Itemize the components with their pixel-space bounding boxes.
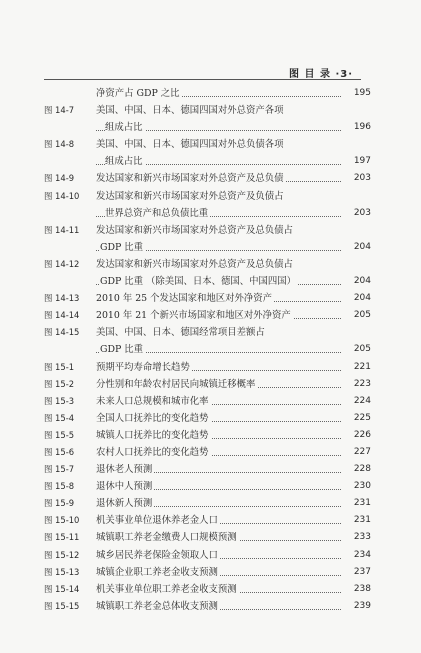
figure-title: 分性别和年龄农村居民向城镇迁移概率 xyxy=(96,378,256,390)
page-number: 228 xyxy=(353,464,371,475)
figure-title: 发达国家和新兴市场国家对外总资产及总负债 xyxy=(96,173,284,185)
toc-row xyxy=(44,529,371,546)
toc-row xyxy=(44,119,371,136)
page-number: 203 xyxy=(353,207,371,218)
toc-row xyxy=(44,359,371,376)
figure-number: 图 15-5 xyxy=(44,429,75,440)
figure-number: 图 15-12 xyxy=(44,549,80,560)
toc-row xyxy=(44,85,371,102)
toc-row xyxy=(44,581,371,598)
toc-row xyxy=(44,188,371,205)
figure-number: 图 15-10 xyxy=(44,515,80,526)
figure-title: 美国、中国、日本、德国经常项目差额占 xyxy=(96,327,265,339)
figure-title: 世界总资产和总负债比重 xyxy=(105,207,209,219)
page-number: 223 xyxy=(353,378,371,389)
figure-number: 图 15-7 xyxy=(44,464,75,475)
page-number: 230 xyxy=(353,481,371,492)
figure-number: 图 14-7 xyxy=(44,105,75,116)
figure-title: 退休新人预测 xyxy=(96,498,153,510)
figure-title: 组成占比 xyxy=(105,122,143,134)
page-number: 205 xyxy=(353,310,371,321)
toc-row xyxy=(44,427,371,444)
toc-row xyxy=(44,273,371,290)
toc-row xyxy=(44,564,371,581)
page-number: 231 xyxy=(353,498,371,509)
page-header: 图 目 录 ·3· xyxy=(289,69,353,80)
figure-title: 城镇人口抚养比的变化趋势 xyxy=(96,429,209,441)
figure-title: 全国人口抚养比的变化趋势 xyxy=(96,412,209,424)
figure-number: 图 15-13 xyxy=(44,566,80,577)
toc-row xyxy=(44,444,371,461)
figure-title: 未来人口总规模和城市化率 xyxy=(96,395,209,407)
figure-number: 图 15-6 xyxy=(44,446,75,457)
figure-number: 图 15-9 xyxy=(44,498,75,509)
page-number: 204 xyxy=(353,241,371,252)
figure-title: 机关事业单位职工养老金收支预测 xyxy=(96,583,237,595)
toc-row xyxy=(44,256,371,273)
figure-title: 发达国家和新兴市场国家对外总资产及总负债占 xyxy=(96,258,293,270)
figure-number: 图 15-11 xyxy=(44,532,80,543)
figure-number: 图 14-14 xyxy=(44,310,80,321)
figure-number: 图 14-10 xyxy=(44,190,80,201)
page-number: 204 xyxy=(353,276,371,287)
toc-row xyxy=(44,239,371,256)
toc-row xyxy=(44,461,371,478)
figure-title: 农村人口抚养比的变化趋势 xyxy=(96,446,209,458)
page-number: 231 xyxy=(353,515,371,526)
page-number: 227 xyxy=(353,446,371,457)
page-number: 195 xyxy=(353,88,371,98)
figure-number: 图 14-8 xyxy=(44,139,75,150)
figure-title: 预期平均寿命增长趋势 xyxy=(96,361,190,373)
figure-number: 图 14-13 xyxy=(44,293,80,304)
toc-row xyxy=(44,478,371,495)
figure-title: 组成占比 xyxy=(105,156,143,168)
figure-title: 发达国家和新兴市场国家对外总资产及总负债占 xyxy=(96,224,293,236)
figure-title: 城乡居民养老保险金领取人口 xyxy=(96,549,218,561)
figure-number: 图 15-2 xyxy=(44,378,75,389)
figure-title: 城镇职工养老金总体收支预测 xyxy=(96,600,218,612)
page-number: 238 xyxy=(353,583,371,594)
figure-number: 图 15-15 xyxy=(44,600,80,611)
toc-row xyxy=(44,495,371,512)
figure-title: 退休老人预测 xyxy=(96,464,153,476)
page-number: 226 xyxy=(353,429,371,440)
toc-row xyxy=(44,136,371,153)
figure-number: 图 15-14 xyxy=(44,583,80,594)
page-number: 234 xyxy=(353,549,371,560)
toc-row xyxy=(44,307,371,324)
figure-title: 机关事业单位退休养老金人口 xyxy=(96,515,218,527)
toc-row xyxy=(44,376,371,393)
page-number: 221 xyxy=(353,361,371,372)
toc-row xyxy=(44,512,371,529)
toc-row xyxy=(44,410,371,427)
page-number: 224 xyxy=(353,395,371,406)
figure-number: 图 15-8 xyxy=(44,481,75,492)
figure-number: 图 15-4 xyxy=(44,412,75,423)
figure-title: 城镇职工养老金缴费人口规模预测 xyxy=(96,532,237,544)
page-number: 239 xyxy=(353,600,371,611)
figure-title: 美国、中国、日本、德国四国对外总负债各项 xyxy=(96,139,284,151)
figure-title: GDP 比重 xyxy=(100,344,144,356)
figure-title: 2010 年 25 个发达国家和地区对外净资产 xyxy=(96,293,272,305)
figure-number: 图 14-9 xyxy=(44,173,75,184)
toc-row xyxy=(44,222,371,239)
toc-row xyxy=(44,324,371,341)
figure-list xyxy=(44,85,371,615)
header-rule xyxy=(44,79,361,80)
toc-row xyxy=(44,393,371,410)
toc-row xyxy=(44,102,371,119)
figure-title: GDP 比重 （除美国、日本、德国、中国四国） xyxy=(100,276,297,288)
toc-row xyxy=(44,153,371,170)
figure-title: 退休中人预测 xyxy=(96,481,153,493)
toc-row xyxy=(44,547,371,564)
toc-row xyxy=(44,290,371,307)
page-number: 204 xyxy=(353,293,371,304)
toc-row xyxy=(44,170,371,187)
figure-number: 图 14-12 xyxy=(44,258,80,269)
page-number: 237 xyxy=(353,566,371,577)
figure-title: 2010 年 21 个新兴市场国家和地区对外净资产 xyxy=(96,310,291,322)
page-number: 196 xyxy=(353,122,371,133)
toc-row xyxy=(44,598,371,615)
page-number: 205 xyxy=(353,344,371,355)
figure-title: 发达国家和新兴市场国家对外总资产及负债占 xyxy=(96,190,284,202)
figure-title: 城镇企业职工养老金收支预测 xyxy=(96,566,218,578)
toc-row xyxy=(44,205,371,222)
page-number: 233 xyxy=(353,532,371,543)
toc-row xyxy=(44,341,371,358)
figure-title: 净资产占 GDP 之比 xyxy=(96,88,180,99)
page-number: 203 xyxy=(353,173,371,184)
figure-title: 美国、中国、日本、德国四国对外总资产各项 xyxy=(96,105,284,117)
page-number: 225 xyxy=(353,412,371,423)
figure-number: 图 14-11 xyxy=(44,224,80,235)
page-number: 197 xyxy=(353,156,371,167)
figure-title: GDP 比重 xyxy=(100,241,144,253)
figure-number: 图 15-1 xyxy=(44,361,75,372)
figure-number: 图 15-3 xyxy=(44,395,75,406)
figure-number: 图 14-15 xyxy=(44,327,80,338)
